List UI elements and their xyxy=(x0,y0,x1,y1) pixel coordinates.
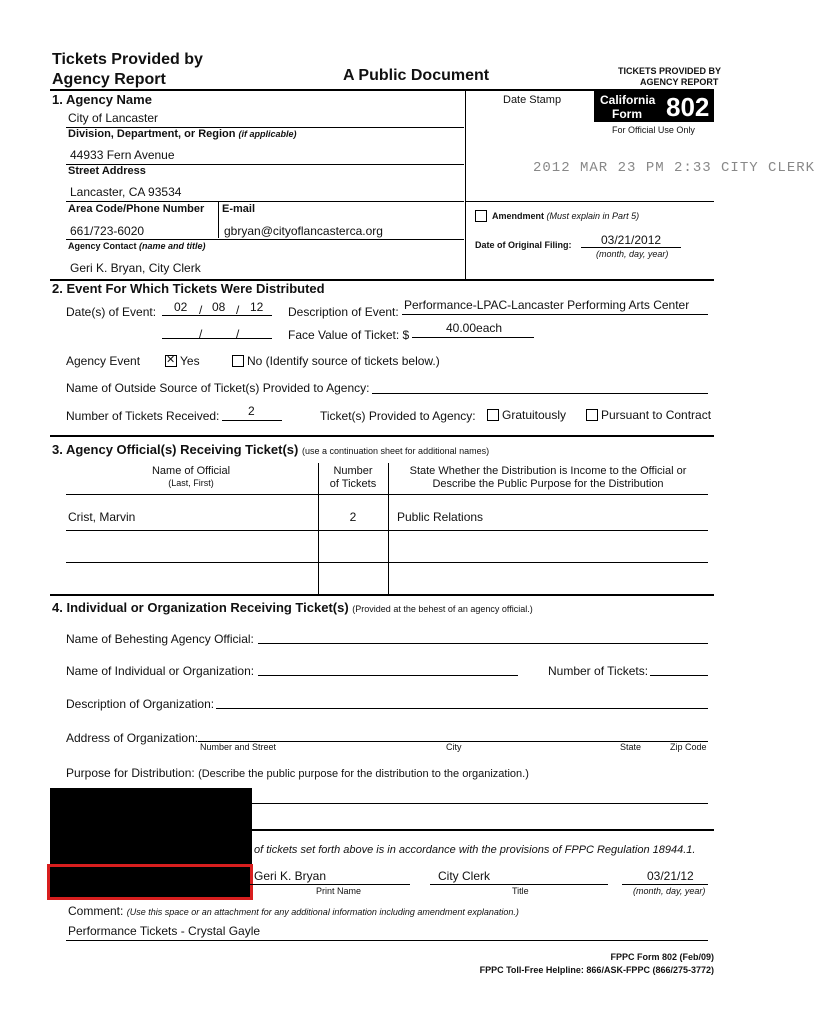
amendment-checkbox[interactable] xyxy=(475,210,487,222)
section2-heading: 2. Event For Which Tickets Were Distributed xyxy=(52,281,325,296)
official-name: Crist, Marvin xyxy=(68,510,136,524)
received-stamp: 2012 MAR 23 PM 2:33 CITY CLERK xyxy=(533,160,815,176)
email-label: E-mail xyxy=(222,203,256,215)
agency-event-no-label: No (Identify source of tickets below.) xyxy=(247,354,440,368)
street-address-label: Street Address xyxy=(68,165,146,177)
tickets-received-label: Number of Tickets Received: xyxy=(66,409,220,423)
pursuant-label: Pursuant to Contract xyxy=(601,408,712,422)
organization-address-label: Address of Organization: xyxy=(66,731,199,745)
face-value-value: 40.00each xyxy=(446,321,503,335)
address-city-hint: City xyxy=(446,742,462,752)
original-filing-value: 03/21/2012 xyxy=(601,233,662,247)
phone-label: Area Code/Phone Number xyxy=(68,203,205,215)
address-street-hint: Number and Street xyxy=(200,742,277,752)
agency-event-label: Agency Event xyxy=(66,354,141,368)
tickets-received-value: 2 xyxy=(248,404,255,418)
email-value: gbryan@cityoflancasterca.org xyxy=(224,224,383,238)
event-description-label: Description of Event: xyxy=(288,305,399,319)
face-value-label: Face Value of Ticket: $ xyxy=(288,328,410,342)
event-date-month: 02 xyxy=(174,300,188,314)
table-col-name-sub: (Last, First) xyxy=(168,478,214,488)
outside-source-label: Name of Outside Source of Ticket(s) Provided to Agency: xyxy=(66,381,370,395)
agency-contact-label: Agency Contact (name and title) xyxy=(68,241,206,251)
comment-value: Performance Tickets - Crystal Gayle xyxy=(68,924,261,938)
division-value: 44933 Fern Avenue xyxy=(70,148,175,162)
pursuant-checkbox[interactable] xyxy=(586,409,598,421)
recipient-ticket-count-label: Number of Tickets: xyxy=(548,664,649,678)
official-purpose: Public Relations xyxy=(397,510,484,524)
agency-event-yes-label: Yes xyxy=(180,354,200,368)
event-description-value: Performance-LPAC-Lancaster Performing Arts Center xyxy=(404,298,690,312)
gratuitously-label: Gratuitously xyxy=(502,408,567,422)
signer-title: City Clerk xyxy=(438,869,491,883)
signature-date: 03/21/12 xyxy=(647,869,694,883)
official-use-label: For Official Use Only xyxy=(612,125,695,135)
form-number-badge: California Form 802 xyxy=(594,91,714,122)
original-filing-label: Date of Original Filing: xyxy=(475,240,572,250)
event-dates-label: Date(s) of Event: xyxy=(66,305,157,319)
organization-description-label: Description of Organization: xyxy=(66,697,215,711)
purpose-label: Purpose for Distribution: (Describe the public purpose for the distribution to the organization.) xyxy=(66,766,529,780)
address-zip-hint: Zip Code xyxy=(670,742,707,752)
section3-heading: 3. Agency Official(s) Receiving Ticket(s) (use a continuation sheet for additional names) xyxy=(52,442,490,457)
section1-heading: 1. Agency Name xyxy=(52,92,152,107)
agency-event-no-checkbox[interactable] xyxy=(232,355,244,367)
public-document-label: A Public Document xyxy=(343,67,490,84)
date-label: (month, day, year) xyxy=(633,886,706,896)
helpline: FPPC Toll-Free Helpline: 866/ASK-FPPC (866/275-3772) xyxy=(479,965,714,975)
event-date-day: 08 xyxy=(212,300,226,314)
event-date-year: 12 xyxy=(250,300,264,314)
table-col-name: Name of Official xyxy=(151,465,231,477)
agency-event-yes-checkbox[interactable] xyxy=(165,355,177,367)
tickets-provided-label: Ticket(s) Provided to Agency: xyxy=(320,409,476,423)
section4-heading: 4. Individual or Organization Receiving Ticket(s) (Provided at the behest of an agency official.) xyxy=(52,600,533,615)
signer-print-name: Geri K. Bryan xyxy=(254,869,327,883)
recipient-name-label: Name of Individual or Organization: xyxy=(66,664,255,678)
behesting-official-label: Name of Behesting Agency Official: xyxy=(66,632,254,646)
amendment-label: Amendment (Must explain in Part 5) xyxy=(492,211,640,221)
official-ticket-count: 2 xyxy=(349,510,357,524)
top-right-label1: TICKETS PROVIDED BY xyxy=(618,66,722,76)
phone-value: 661/723-6020 xyxy=(70,224,145,238)
title-label: Title xyxy=(512,886,529,896)
agency-name-value: City of Lancaster xyxy=(68,111,159,125)
form-title-line1: Tickets Provided by xyxy=(52,51,203,68)
address-state-hint: State xyxy=(620,742,642,752)
top-right-label2: AGENCY REPORT xyxy=(640,77,719,87)
verification-statement: of tickets set forth above is in accordance with the provisions of FPPC Regulation 18944.1. xyxy=(254,844,696,856)
highlight-box xyxy=(47,864,253,900)
division-label: Division, Department, or Region (if applicable) xyxy=(68,128,297,140)
date-stamp-label: Date Stamp xyxy=(503,94,562,106)
table-col-purpose: State Whether the Distribution is Income to the Official or xyxy=(409,465,687,477)
form-title-line2: Agency Report xyxy=(52,71,166,88)
comment-label: Comment: (Use this space or an attachment for any additional information including amendment explanation.) xyxy=(68,904,519,918)
agency-contact-value: Geri K. Bryan, City Clerk xyxy=(70,261,201,275)
gratuitously-checkbox[interactable] xyxy=(487,409,499,421)
print-name-label: Print Name xyxy=(316,886,362,896)
street-address-value: Lancaster, CA 93534 xyxy=(70,185,182,199)
table-col-count: Number xyxy=(333,465,373,477)
original-filing-hint: (month, day, year) xyxy=(596,249,669,259)
form-version: FPPC Form 802 (Feb/09) xyxy=(610,952,714,962)
